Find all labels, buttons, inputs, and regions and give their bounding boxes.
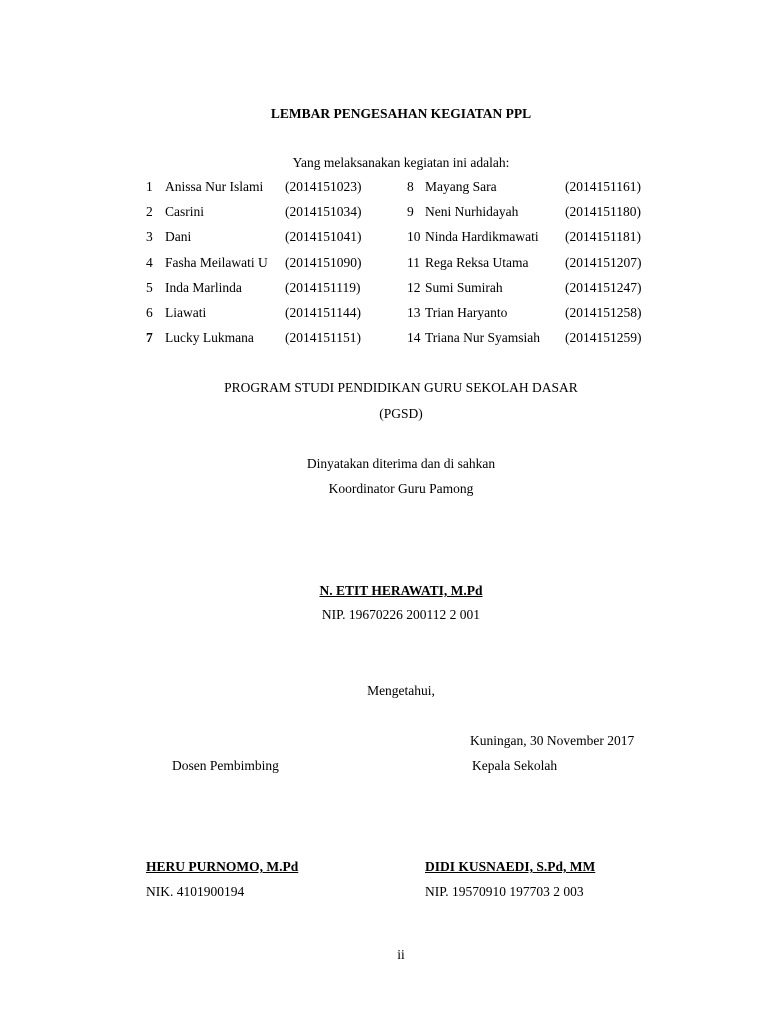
- place-date: Kuningan, 30 November 2017: [470, 733, 635, 748]
- member-nim: (2014151259): [565, 330, 642, 345]
- member-number: 14: [407, 330, 421, 345]
- member-nim: (2014151151): [285, 330, 361, 345]
- member-name: Trian Haryanto: [425, 305, 508, 320]
- member-number: 1: [146, 179, 153, 194]
- member-row: [0, 229, 768, 245]
- coordinator-name: N. ETIT HERAWATI, M.Pd: [319, 583, 483, 598]
- member-number: 6: [146, 305, 153, 320]
- member-number: 10: [407, 229, 421, 244]
- member-name: Mayang Sara: [425, 179, 497, 194]
- member-name: Lucky Lukmana: [165, 330, 254, 345]
- member-name: Ninda Hardikmawati: [425, 229, 539, 244]
- member-name: Dani: [165, 229, 192, 244]
- lecturer-role: Dosen Pembimbing: [172, 758, 279, 773]
- member-row: [0, 255, 768, 271]
- lecturer-nik: NIK. 4101900194: [146, 884, 245, 899]
- member-row: [0, 204, 768, 220]
- principal-name: DIDI KUSNAEDI, S.Pd, MM: [425, 859, 596, 874]
- member-row: [0, 179, 768, 195]
- member-nim: (2014151144): [285, 305, 361, 320]
- member-nim: (2014151023): [285, 179, 362, 194]
- member-nim: (2014151180): [565, 204, 641, 219]
- principal-role: Kepala Sekolah: [472, 758, 558, 773]
- member-nim: (2014151181): [565, 229, 641, 244]
- member-name: Fasha Meilawati U: [165, 255, 268, 270]
- approval-statement: Dinyatakan diterima dan di sahkan: [306, 456, 496, 471]
- member-nim: (2014151161): [565, 179, 641, 194]
- member-name: Triana Nur Syamsiah: [425, 330, 540, 345]
- member-name: Sumi Sumirah: [425, 280, 503, 295]
- member-number: 11: [407, 255, 420, 270]
- acknowledge-text: Mengetahui,: [367, 683, 435, 698]
- member-number: 5: [146, 280, 153, 295]
- member-name: Anissa Nur Islami: [165, 179, 264, 194]
- member-row: [0, 305, 768, 321]
- member-name: Inda Marlinda: [165, 280, 242, 295]
- program-name: PROGRAM STUDI PENDIDIKAN GURU SEKOLAH DASAR: [224, 380, 578, 395]
- member-name: Neni Nurhidayah: [425, 204, 519, 219]
- member-row: [0, 330, 768, 346]
- member-name: Liawati: [165, 305, 207, 320]
- member-row: [0, 280, 768, 296]
- member-number: 3: [146, 229, 153, 244]
- principal-nip: NIP. 19570910 197703 2 003: [425, 884, 584, 899]
- document-title: LEMBAR PENGESAHAN KEGIATAN PPL: [270, 106, 532, 121]
- intro-text: Yang melaksanakan kegiatan ini adalah:: [292, 155, 510, 170]
- coordinator-nip: NIP. 19670226 200112 2 001: [321, 607, 481, 622]
- program-abbreviation: (PGSD): [379, 406, 423, 421]
- member-name: Casrini: [165, 204, 204, 219]
- member-number: 4: [146, 255, 153, 270]
- member-number: 9: [407, 204, 414, 219]
- member-nim: (2014151041): [285, 229, 362, 244]
- member-nim: (2014151247): [565, 280, 642, 295]
- member-nim: (2014151034): [285, 204, 362, 219]
- member-nim: (2014151119): [285, 280, 361, 295]
- member-number: 7: [146, 330, 153, 345]
- coordinator-role: Koordinator Guru Pamong: [328, 481, 474, 496]
- member-nim: (2014151090): [285, 255, 362, 270]
- member-number: 2: [146, 204, 153, 219]
- lecturer-name: HERU PURNOMO, M.Pd: [146, 859, 299, 874]
- member-number: 13: [407, 305, 421, 320]
- member-number: 8: [407, 179, 414, 194]
- member-nim: (2014151258): [565, 305, 642, 320]
- member-name: Rega Reksa Utama: [425, 255, 529, 270]
- page-number: ii: [397, 947, 405, 962]
- member-number: 12: [407, 280, 421, 295]
- member-nim: (2014151207): [565, 255, 642, 270]
